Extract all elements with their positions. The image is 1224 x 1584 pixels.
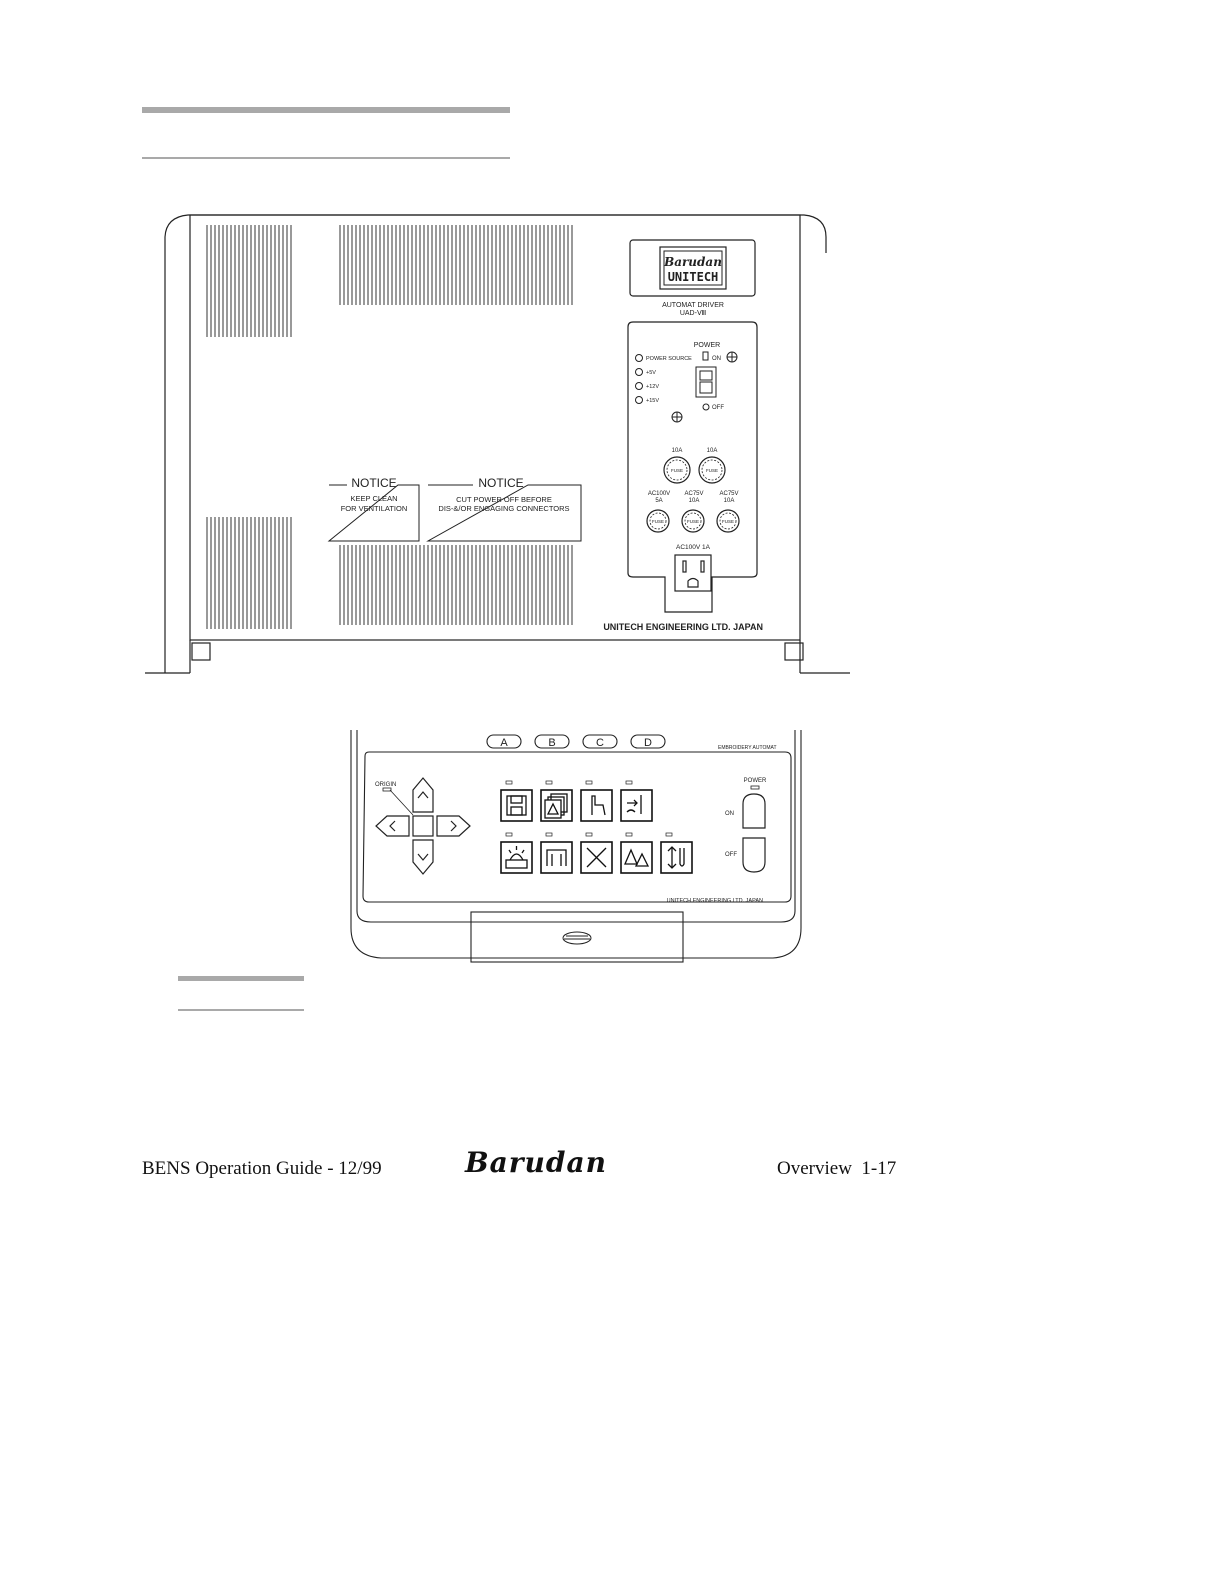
- vent-grille: [340, 225, 572, 305]
- header-rule-thin: [142, 157, 510, 159]
- notice-box-1: [329, 476, 419, 541]
- fuse-holder[interactable]: [647, 510, 669, 532]
- power-outlet: [675, 555, 711, 591]
- control-power-label: POWER: [743, 778, 767, 784]
- indicator-label: POWER SOURCE: [646, 356, 692, 362]
- fuse-rating: 5A: [655, 498, 663, 504]
- indicator-led: [636, 355, 693, 363]
- origin-label: ORIGIN: [375, 782, 397, 788]
- frame-light-key[interactable]: [501, 833, 532, 873]
- design-stack-key[interactable]: [541, 781, 572, 821]
- program-button-a[interactable]: [487, 735, 521, 749]
- footer-right: Overview 1-17: [777, 1158, 897, 1179]
- fuse-rating: 10A: [706, 448, 718, 454]
- arrow-left-button[interactable]: [376, 816, 409, 836]
- power-off-button[interactable]: [743, 838, 765, 872]
- power-switch[interactable]: [696, 367, 716, 410]
- vent-grille: [340, 545, 572, 625]
- power-label: POWER: [693, 342, 721, 349]
- frame-outline-key[interactable]: [541, 833, 572, 873]
- notice-1-title: NOTICE: [351, 476, 397, 490]
- power-on-button[interactable]: [743, 794, 765, 828]
- notice-1-line2: FOR VENTILATION: [340, 504, 408, 513]
- needle-updown-key[interactable]: [661, 833, 692, 873]
- notice-2-title: NOTICE: [478, 476, 524, 490]
- needle-feed-key[interactable]: [621, 781, 652, 821]
- control-on-label: ON: [725, 811, 734, 817]
- arrow-up-button[interactable]: [413, 778, 433, 812]
- fuse-label: FUSE: [686, 519, 700, 524]
- indicator-label: +12V: [646, 384, 659, 390]
- chevron-up-icon: [418, 792, 428, 798]
- design-stack-icon: [545, 794, 567, 818]
- footer-logo: Barudan: [465, 1146, 607, 1179]
- brand-bottom-text: UNITECH: [667, 270, 719, 284]
- brand-plate: [630, 240, 755, 296]
- fuse-rating: 10A: [688, 498, 700, 504]
- power-off-label: OFF: [712, 405, 724, 411]
- control-maker: UNITECH ENGINEERING LTD. JAPAN: [666, 898, 763, 904]
- program-button-d[interactable]: [631, 735, 665, 749]
- arrow-right-button[interactable]: [437, 816, 470, 836]
- fuse-holder[interactable]: [682, 510, 704, 532]
- screw-icon: [727, 352, 737, 362]
- control-panel-figure: [345, 728, 810, 968]
- floppy-disk-key[interactable]: [501, 781, 532, 821]
- fuse-rating: 10A: [723, 498, 735, 504]
- pull-handle[interactable]: [563, 932, 591, 944]
- program-button-c[interactable]: [583, 735, 617, 749]
- hand-pointer-key[interactable]: [581, 781, 612, 821]
- outlet-label: AC100V 1A: [676, 544, 710, 551]
- program-button-label: D: [644, 737, 652, 749]
- screw-icon: [672, 412, 682, 422]
- model-line-2: UAD-Ⅷ: [679, 310, 707, 317]
- program-button-label: A: [500, 737, 508, 749]
- brand-top-text: Barudan: [664, 255, 722, 269]
- fuse-label: FUSE: [670, 468, 684, 473]
- fuse-holder[interactable]: [717, 510, 739, 532]
- chevron-left-icon: [390, 821, 395, 831]
- fuse-rating: AC75V: [719, 491, 739, 497]
- fuse-label: FUSE: [705, 468, 719, 473]
- notice-2-line1: CUT POWER OFF BEFORE: [456, 495, 552, 504]
- design-boats-key[interactable]: [621, 833, 652, 873]
- power-on-label: ON: [712, 356, 721, 362]
- program-button-b[interactable]: [535, 735, 569, 749]
- control-off-label: OFF: [725, 852, 737, 858]
- notice-1-line1: KEEP CLEAN: [350, 494, 398, 503]
- indicator-label: +15V: [646, 398, 659, 404]
- program-button-label: C: [596, 737, 604, 749]
- fuse-rating: AC100V: [647, 491, 671, 497]
- origin-button[interactable]: [413, 816, 433, 836]
- notice-2-line2: DIS-&/OR ENGAGING CONNECTORS: [438, 504, 570, 513]
- fuse-label: FUSE: [651, 519, 665, 524]
- program-button-label: B: [548, 737, 556, 749]
- fuse-label: FUSE: [721, 519, 735, 524]
- notice-box-2: [428, 476, 581, 541]
- indicator-led: [636, 369, 657, 377]
- control-panel-title: EMBROIDERY AUTOMAT: [718, 745, 777, 751]
- vent-grille: [207, 517, 291, 629]
- indicator-label: +5V: [646, 370, 656, 376]
- fuse-rating: AC75V: [684, 491, 704, 497]
- indicator-led: [636, 383, 660, 391]
- fuse-holder[interactable]: [664, 457, 690, 483]
- arrow-down-button[interactable]: [413, 840, 433, 874]
- thread-cut-key[interactable]: [581, 833, 612, 873]
- footer-left: BENS Operation Guide - 12/99: [142, 1158, 382, 1179]
- indicator-led: [636, 397, 660, 405]
- fuse-rating: 10A: [671, 448, 683, 454]
- chevron-down-icon: [418, 854, 428, 860]
- model-line-1: AUTOMAT DRIVER: [662, 302, 724, 309]
- driver-maker: UNITECH ENGINEERING LTD. JAPAN: [603, 622, 763, 632]
- automat-driver-panel-figure: [140, 205, 855, 680]
- section-rule-thick: [178, 976, 304, 981]
- fuse-holder[interactable]: [699, 457, 725, 483]
- vent-grille: [207, 225, 291, 337]
- chevron-right-icon: [451, 821, 456, 831]
- header-rule-thick: [142, 107, 510, 113]
- section-rule-thin: [178, 1009, 304, 1011]
